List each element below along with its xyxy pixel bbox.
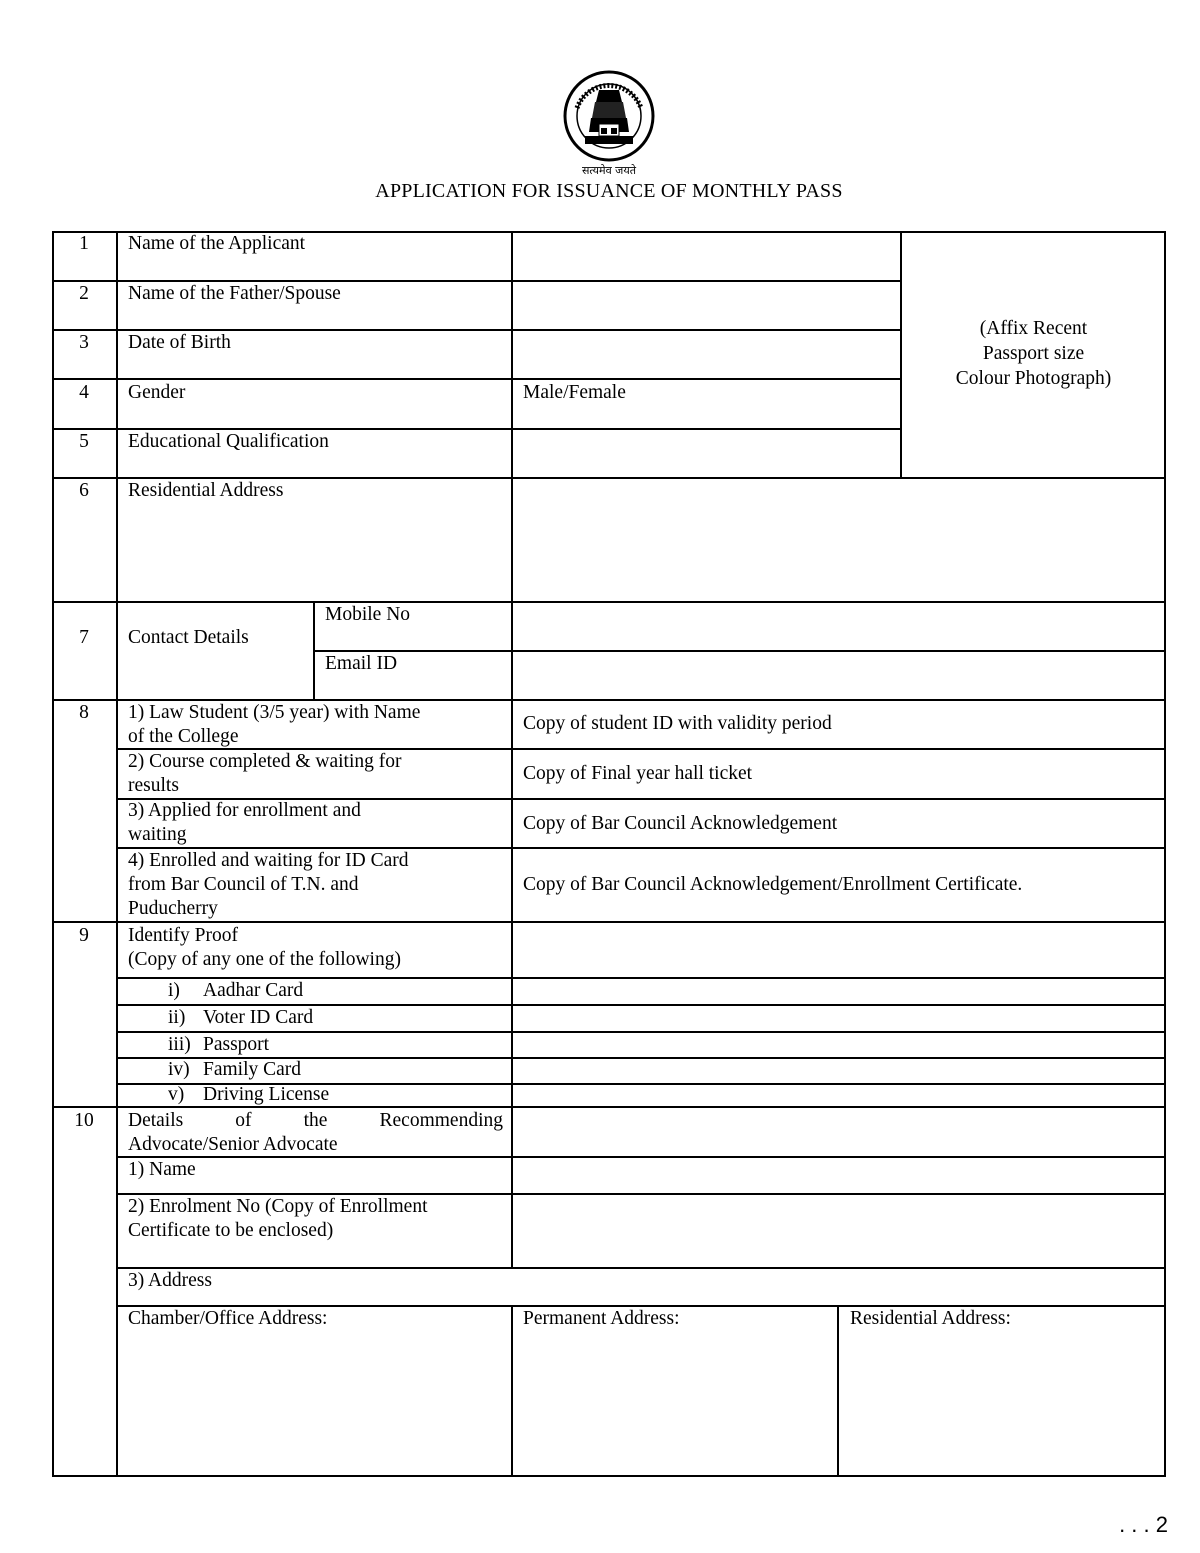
label-contact-details: Contact Details: [128, 627, 249, 648]
option-law-student: 1) Law Student (3/5 year) with Name of the College: [128, 702, 421, 747]
row-number: 6: [79, 480, 89, 501]
label-identity-proof: Identify Proof (Copy of any one of the following): [128, 925, 401, 970]
court-emblem-logo: [555, 70, 663, 178]
gender-value: Male/Female: [523, 382, 626, 403]
label-advocate-name: 1) Name: [128, 1159, 196, 1180]
label-father-spouse: Name of the Father/Spouse: [128, 283, 341, 304]
id-proof-item: v) Driving License: [168, 1084, 330, 1105]
row-number: 3: [79, 332, 89, 353]
label-residential-address-advocate: Residential Address:: [850, 1308, 1011, 1329]
label-gender: Gender: [128, 382, 186, 403]
form-title: APPLICATION FOR ISSUANCE OF MONTHLY PASS: [375, 180, 843, 202]
option-course-completed: 2) Course completed & waiting for results: [128, 751, 402, 796]
row-number: 10: [74, 1110, 94, 1131]
id-proof-item: i) Aadhar Card: [168, 980, 304, 1001]
label-advocate-address: 3) Address: [128, 1270, 212, 1291]
label-email-id: Email ID: [325, 653, 398, 674]
row-number: 2: [79, 283, 89, 304]
label-recommending-advocate-line1: Details of the Recommending: [128, 1110, 503, 1131]
option-enrolled-waiting: 4) Enrolled and waiting for ID Card from Bar Council of T.N. and Puducherry: [128, 850, 409, 919]
doc-enrollment-certificate: Copy of Bar Council Acknowledgement/Enrollment Certificate.: [523, 874, 1023, 895]
doc-hall-ticket: Copy of Final year hall ticket: [523, 763, 753, 784]
page-indicator: . . . 2: [1119, 1512, 1168, 1537]
id-proof-item: iv) Family Card: [168, 1059, 302, 1080]
doc-bar-council-ack: Copy of Bar Council Acknowledgement: [523, 813, 838, 834]
label-residential-address: Residential Address: [128, 480, 284, 501]
id-proof-item: iii) Passport: [168, 1034, 270, 1055]
id-proof-item: ii) Voter ID Card: [168, 1007, 314, 1028]
label-chamber-address: Chamber/Office Address:: [128, 1308, 328, 1329]
row-number: 8: [79, 702, 89, 723]
label-recommending-advocate-line2: Advocate/Senior Advocate: [128, 1134, 338, 1155]
label-permanent-address: Permanent Address:: [523, 1308, 680, 1329]
row-number: 9: [79, 925, 89, 946]
row-number: 7: [79, 627, 89, 648]
label-applicant-name: Name of the Applicant: [128, 233, 306, 254]
option-applied-enrollment: 3) Applied for enrollment and waiting: [128, 800, 361, 845]
label-date-of-birth: Date of Birth: [128, 332, 231, 353]
photo-placeholder: (Affix Recent Passport size Colour Photograph): [955, 318, 1112, 389]
row-number: 1: [79, 233, 89, 254]
emblem-motto: सत्यमेव जयते: [581, 164, 637, 177]
row-number: 4: [79, 382, 89, 403]
label-education: Educational Qualification: [128, 431, 329, 452]
label-enrolment-no: 2) Enrolment No (Copy of Enrollment Certificate to be enclosed): [128, 1196, 428, 1241]
row-number: 5: [79, 431, 89, 452]
doc-student-id: Copy of student ID with validity period: [523, 713, 832, 734]
label-mobile-no: Mobile No: [325, 604, 411, 625]
